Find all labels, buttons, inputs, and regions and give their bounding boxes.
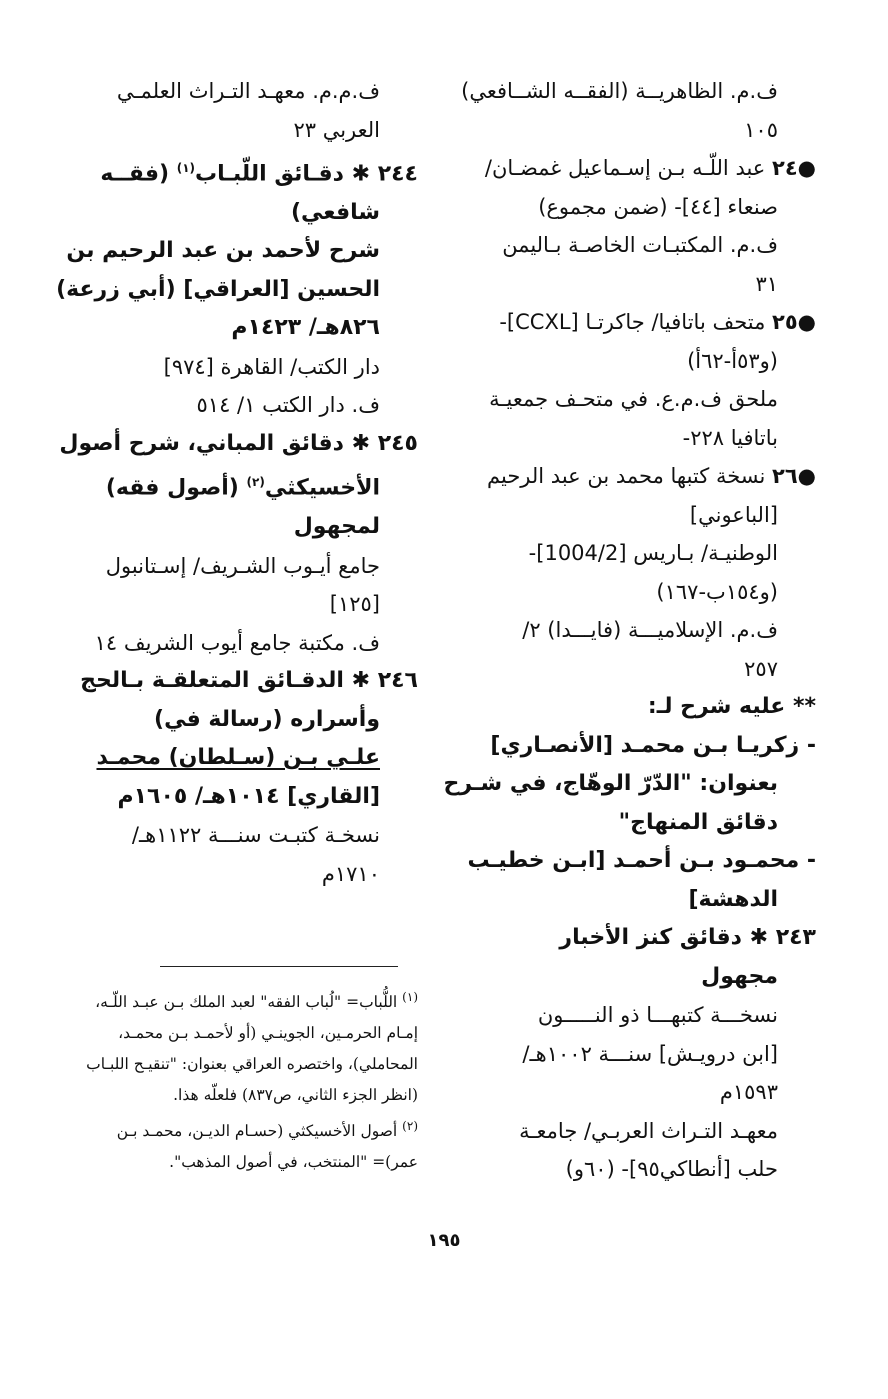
commentary-title: دقائق المنهاج" [618, 809, 778, 835]
text-line: ف.م. الإسلاميـــة (فايـــدا) ٢/ [522, 618, 778, 642]
text-line: نسخـــة كتبهـــا ذو النـــــون [537, 1003, 778, 1027]
page-number: ١٩٥ [427, 1230, 461, 1251]
right-column [443, 72, 816, 1189]
text-line: ١٥٩٣م [719, 1080, 778, 1104]
text-line: جامع أيـوب الشـريف/ إسـتانبول [105, 553, 380, 578]
text-line: ف.م. الظاهريــة (الفقــه الشــافعي) [461, 79, 778, 103]
text-line: [١٢٥] [329, 592, 380, 617]
text-line: ١٧١٠م [321, 861, 380, 886]
text-line: [ابن درويـش] سنـــة ١٠٠٢هـ/ [522, 1041, 778, 1066]
footnote-text: المحاملي)، واختصره العراقي بعنوان: "تنقيـح اللبـاب [86, 1055, 418, 1074]
entry-subject: (فقــه [100, 161, 170, 187]
text-line: نسخـة كتبـت سنـــة ١١٢٢هـ/ [131, 823, 380, 848]
footnote-text: عمر)= "المنتخب، في أصول المذهب". [169, 1153, 418, 1172]
text-line: ٨٢٦هـ/ ١٤٢٣م [231, 315, 380, 341]
entry-number: ●٢٤ [772, 156, 816, 180]
text-line: الحسين [العراقي] (أبي زرعة) [56, 276, 380, 302]
footnote-mark: (١) [402, 990, 418, 1004]
text-line: العربي ٢٣ [293, 117, 380, 142]
entry-number: ●٢٦ [772, 464, 816, 488]
entry-title: الدقـائق المتعلقـة بـالحج [80, 668, 344, 694]
entry-246 [80, 662, 418, 701]
text-line: (و٥٣أ-٦٢أ) [687, 348, 778, 373]
footnote-text: اللُّباب= "لُباب الفقه" لعبد الملك بـن عبـد اللّـه، [95, 993, 398, 1012]
entry-title: دقائق المباني، شرح أصول [59, 430, 344, 456]
text-line: ٣١ [755, 271, 778, 296]
entry-244 [88, 149, 418, 194]
text-line: معهـد التـراث العربـي/ جامعـة [519, 1118, 778, 1143]
text-line: ف.م.م. معهـد التـراث العلمـي [116, 79, 380, 103]
text-line: الوطنيـة/ بـاريس [1004/2]- [528, 541, 778, 565]
entry-subject: (أصول فقه) [105, 475, 239, 501]
footnote-1 [88, 982, 418, 1018]
text-line: ف. مكتبة جامع أيوب الشريف ١٤ [94, 630, 380, 655]
text-line: وأسراره (رسالة في) [154, 706, 380, 732]
entry-author: لمجهول [293, 514, 380, 540]
entry-245 [59, 425, 418, 464]
text-line: باتافيا ٢٢٨- [682, 425, 778, 450]
text-line: صنعاء [٤٤]- (ضمن مجموع) [538, 194, 778, 219]
footnote-ref: (٢) [246, 475, 265, 490]
title-part: الأخسيكثي [264, 475, 380, 501]
text-line: [الباعوني] [689, 502, 778, 527]
footnote-2 [88, 1111, 418, 1147]
commentary-title: بعنوان: "الدّرّ الوهّاج، في شـرح [443, 771, 778, 796]
text-line: [القاري] ١٠١٤هـ/ ١٦٠٥م [117, 783, 380, 809]
text-line: علـي بـن (سـلطان) محمـد [96, 745, 380, 771]
entry-243 [471, 919, 816, 958]
footnote-text: (انظر الجزء الثاني، ص٨٣٧) فلعلّه هذا. [173, 1086, 418, 1105]
text-line: ف. دار الكتب ١/ ٥١٤ [196, 393, 380, 418]
entry-number: ٢٤٦ [377, 668, 418, 694]
text-line: حلب [أنطاكي٩٥]- (٦٠و) [565, 1157, 778, 1181]
text-line [88, 463, 418, 508]
commentary-author: - زكريـا بـن محمـد [الأنصـاري] [490, 732, 816, 758]
footnote-divider [160, 966, 398, 967]
star-icon: ✱ [749, 925, 769, 950]
entry-author: متحف باتافيا/ جاكرتـا [CCXL]- [499, 310, 766, 334]
text-line: الدهشة] [688, 886, 778, 912]
entry-26 [471, 457, 816, 496]
entry-number: ٢٤٣ [775, 925, 816, 950]
text-line: ١٠٥ [744, 117, 778, 142]
text-line: شرح لأحمد بن عبد الرحيم بن [66, 238, 380, 264]
entry-number: ٢٤٤ [377, 161, 418, 187]
entry-author: عبد اللّـه بـن إسـماعيل غمضـان/ [484, 156, 766, 180]
footnote-ref: (١) [176, 161, 196, 175]
entry-title: دقـائق اللّبـاب [195, 161, 344, 187]
entry-author: نسخة كتبها محمد بن عبد الرحيم [487, 464, 766, 488]
entry-number: ●٢٥ [772, 310, 816, 334]
text-line: ملحق ف.م.ع. في متحـف جمعيـة [489, 387, 778, 411]
left-column [56, 72, 418, 893]
footnotes [88, 982, 418, 1178]
entry-author: مجهول [701, 963, 778, 989]
text-line: دار الكتب/ القاهرة [٩٧٤] [163, 354, 380, 379]
footnote-text: أصول الأخسيكثي (حسـام الديـن، محمـد بـن [116, 1122, 398, 1141]
star-icon: ✱ [351, 161, 371, 187]
text-line: (و١٥٤ب-١٦٧) [656, 579, 778, 604]
footnote-mark: (٢) [402, 1119, 418, 1134]
entry-number: ٢٤٥ [377, 430, 418, 456]
entry-24 [471, 149, 816, 188]
commentary-author: - محمـود بـن أحمـد [ابـن خطيـب [467, 848, 816, 873]
text-line: شافعي) [290, 199, 380, 225]
entry-title: دقائق كنز الأخبار [559, 925, 742, 950]
text-line: ف.م. المكتبـات الخاصـة بـاليمن [502, 233, 778, 257]
text-line: ٢٥٧ [744, 656, 778, 681]
star-icon: ✱ [351, 668, 371, 694]
star-icon: ✱ [351, 430, 371, 456]
commentary-heading: ** عليه شرح لـ: [647, 694, 816, 719]
entry-25 [471, 303, 816, 342]
footnote-text: إمـام الحرمـين، الجوينـي (أو لأحمـد بـن محمـد، [118, 1024, 418, 1043]
